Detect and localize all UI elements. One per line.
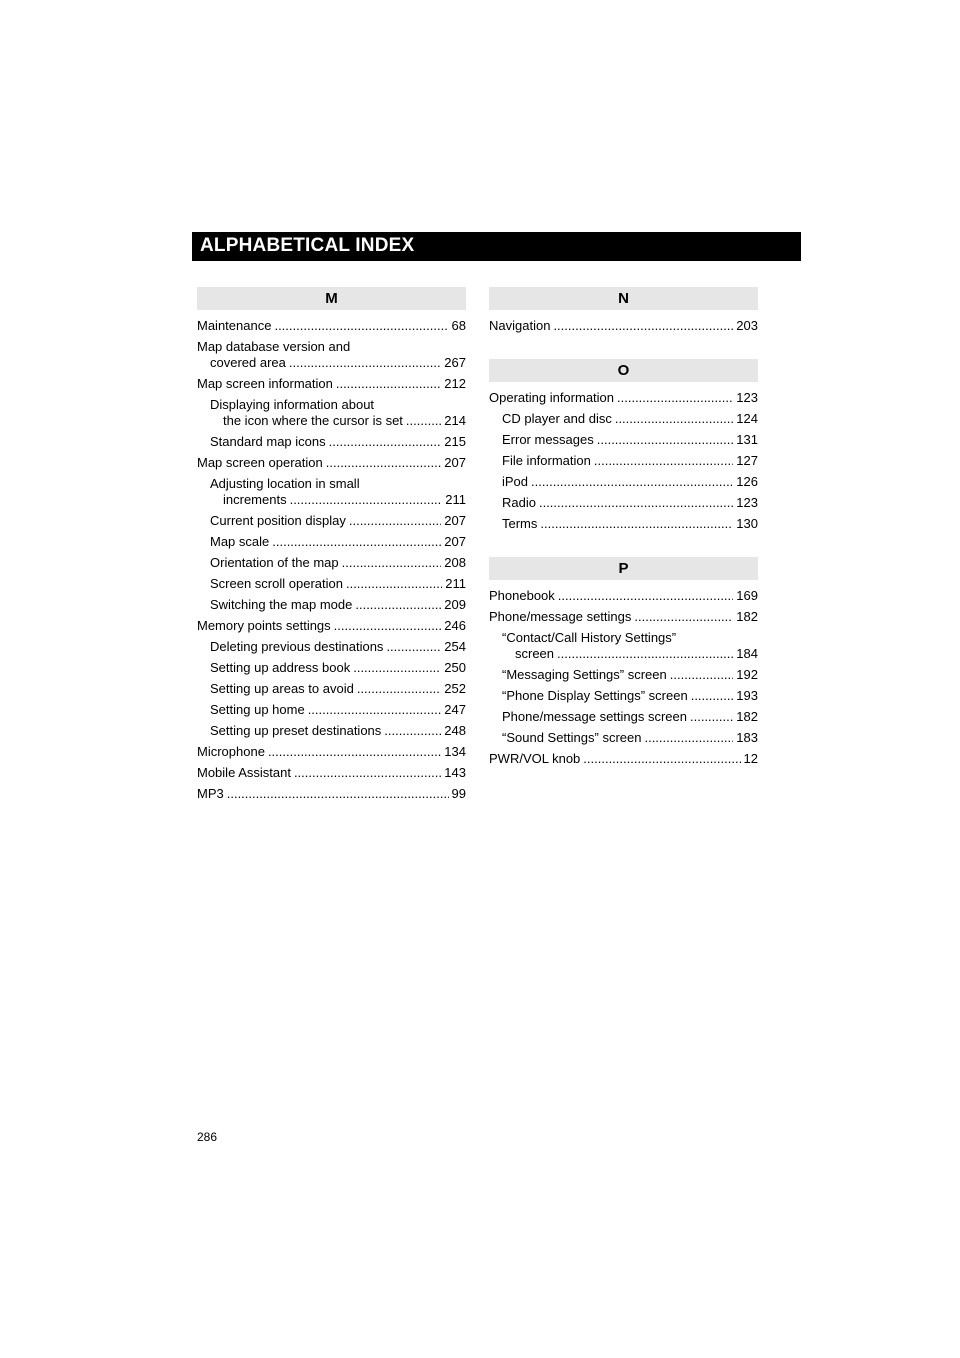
index-entry: PWR/VOL knob ..... 12 <box>489 751 758 767</box>
index-subentry: Map scale ..... 207 <box>197 534 466 550</box>
index-subentry: Radio ..... 123 <box>489 495 758 511</box>
page-number: 286 <box>197 1130 218 1144</box>
index-subentry: “Messaging Settings” screen ..... 192 <box>489 667 758 683</box>
index-entry: Map screen operation ..... 207 <box>197 455 466 471</box>
index-entry: Map database version and covered area ..... 267 <box>197 339 466 371</box>
index-subentry: Setting up preset destinations ..... 248 <box>197 723 466 739</box>
index-entry: Memory points settings ..... 246 <box>197 618 466 634</box>
index-subentry: File information ..... 127 <box>489 453 758 469</box>
index-subentry: CD player and disc ..... 124 <box>489 411 758 427</box>
index-subentry: Setting up address book ..... 250 <box>197 660 466 676</box>
index-subentry: Displaying information about the icon where the cursor is set ..... 214 <box>197 397 466 429</box>
index-entry: Operating information ..... 123 <box>489 390 758 406</box>
index-column-left <box>197 287 466 807</box>
index-entry: Mobile Assistant ..... 143 <box>197 765 466 781</box>
index-entry: Navigation ..... 203 <box>489 318 758 334</box>
index-subentry: Screen scroll operation ..... 211 <box>197 576 466 592</box>
index-entry: Phone/message settings ..... 182 <box>489 609 758 625</box>
index-entry: Phonebook ..... 169 <box>489 588 758 604</box>
index-subentry: Deleting previous destinations ..... 254 <box>197 639 466 655</box>
section-header-m: M <box>197 287 466 310</box>
index-subentry: Switching the map mode ..... 209 <box>197 597 466 613</box>
index-subentry: Phone/message settings screen ..... 182 <box>489 709 758 725</box>
index-subentry: “Phone Display Settings” screen ..... 193 <box>489 688 758 704</box>
page-title: ALPHABETICAL INDEX <box>200 235 415 256</box>
section-header-n: N <box>489 287 758 310</box>
index-subentry: Setting up home ..... 247 <box>197 702 466 718</box>
index-subentry: Current position display ..... 207 <box>197 513 466 529</box>
index-column-right <box>489 287 758 772</box>
index-subentry: Setting up areas to avoid ..... 252 <box>197 681 466 697</box>
index-subentry: Orientation of the map ..... 208 <box>197 555 466 571</box>
index-subentry: Adjusting location in small increments ..... 211 <box>197 476 466 508</box>
section-header-p: P <box>489 557 758 580</box>
index-entry: Maintenance ..... 68 <box>197 318 466 334</box>
index-subentry: “Contact/Call History Settings” screen ..... 184 <box>489 630 758 662</box>
index-entry: MP3 ..... 99 <box>197 786 466 802</box>
index-subentry: iPod ..... 126 <box>489 474 758 490</box>
section-header-o: O <box>489 359 758 382</box>
header-bar <box>192 232 801 261</box>
index-entry: Map screen information ..... 212 <box>197 376 466 392</box>
index-subentry: Error messages ..... 131 <box>489 432 758 448</box>
index-subentry: Terms ..... 130 <box>489 516 758 532</box>
index-subentry: “Sound Settings” screen ..... 183 <box>489 730 758 746</box>
index-subentry: Standard map icons ..... 215 <box>197 434 466 450</box>
index-entry: Microphone ..... 134 <box>197 744 466 760</box>
